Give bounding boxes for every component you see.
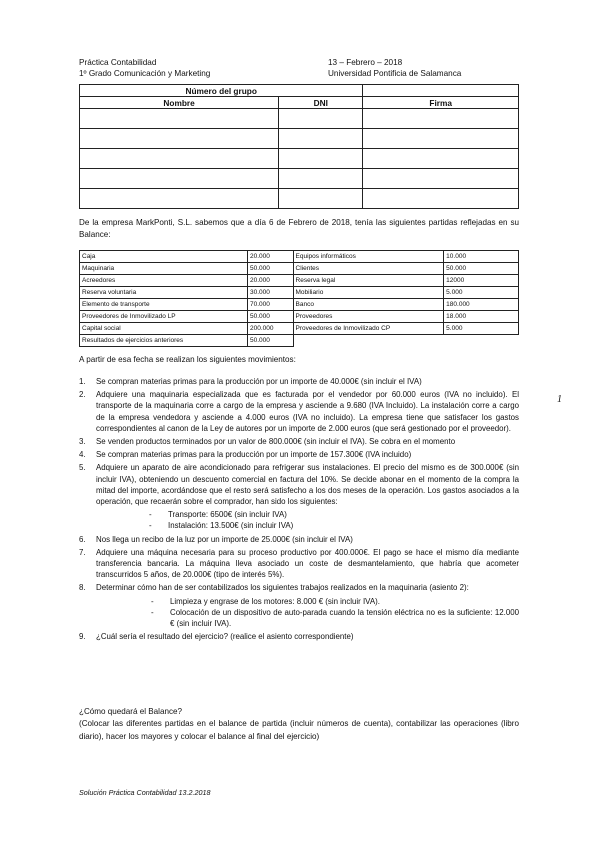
table-row xyxy=(80,169,519,189)
footer-text: Solución Práctica Contabilidad 13.2.2018 xyxy=(79,788,211,797)
item-number: 2. xyxy=(79,390,86,400)
intro-paragraph: De la empresa MarkPonti, S.L. sabemos que a día 6 de Febrero de 2018, tenía las siguientes partidas reflejadas en su Balance: xyxy=(79,218,519,239)
name-cell[interactable] xyxy=(80,189,279,209)
item-text: Determinar cómo han de ser contabilizados los siguientes trabajos realizados en la maquinaria (asiento 2): xyxy=(96,583,469,593)
account-name: Capital social xyxy=(80,323,248,335)
item-text: Adquiere una maquinaria especializada que es facturada por el vendedor por 60.000 euros (IVA no incluido). El transporte de la maquinaria corre a cargo de la empresa y asciende a 9.680 (IVA Incluido). La instalación corre a cargo de la empresa vendedora y asciende a 4.000 euros (IVA no incluido). La empresa tiene que satisfacer los gastos correspondientes al canon de la Ley de autores por un importe de 2.000 euros (que será gestionado por el proveedor). xyxy=(96,390,519,433)
dash-bullet: - xyxy=(149,521,152,531)
list-item xyxy=(79,631,519,642)
item-number: 6. xyxy=(79,534,86,544)
table-row xyxy=(80,251,519,263)
table-row xyxy=(80,275,519,287)
sub-item-text: Colocación de un dispositivo de auto-parada cuando la tensión eléctrica no es la suficiente: 12.000 € (sin incluir IVA). xyxy=(170,607,519,629)
list-item xyxy=(79,376,519,387)
table-row xyxy=(80,287,519,299)
account-value: 10.000 xyxy=(444,251,519,263)
dni-cell[interactable] xyxy=(279,169,363,189)
list-item xyxy=(79,462,519,507)
item-text: Adquiere un aparato de aire acondicionado para refrigerar sus instalaciones. El precio del mismo es de 300.000€ (sin incluir IVA), obteniendo un descuento comercial en factura del 10%. Se decide abonar en el momento de la compra la mitad del importe, acordándose que el resto será satisfecho a los dos meses de la operación. Los gastos asociados a la operación, que recaerán sobre el comprador, han sido los siguientes: xyxy=(96,463,519,507)
account-value: 180.000 xyxy=(444,299,519,311)
list-item xyxy=(79,582,519,593)
sub-item xyxy=(79,596,519,607)
account-name: Proveedores de Inmovilizado CP xyxy=(293,323,444,335)
item-text: Adquiere una máquina necesaria para su proceso productivo por 400.000€. El pago se hace el mismo día mediante transferencia bancaria. La máquina lleva asociado un coste de desmantelamiento, que habría que acometer transcurridos 5 años, de 20.000€ (tipo de interés 5%). xyxy=(96,547,519,580)
list-item xyxy=(79,534,519,545)
sub-item-text: Limpieza y engrase de los motores: 8.000 € (sin incluir IVA). xyxy=(170,596,380,606)
account-name: Caja xyxy=(80,251,248,263)
account-name: Proveedores de Inmovilizado LP xyxy=(80,311,248,323)
account-value: 20.000 xyxy=(248,251,294,263)
sub-item-text: Instalación: 13.500€ (sin incluir IVA) xyxy=(168,521,294,531)
account-value: 5.000 xyxy=(444,323,519,335)
account-value: 50.000 xyxy=(248,311,294,323)
course-title: Práctica Contabilidad xyxy=(79,58,157,67)
final-section xyxy=(79,706,519,743)
signature-cell[interactable] xyxy=(363,169,519,189)
account-value: 50.000 xyxy=(248,263,294,275)
name-cell[interactable] xyxy=(80,129,279,149)
item-text: Se compran materias primas para la producción por un importe de 157.300€ (IVA incluido) xyxy=(96,450,412,460)
account-name: Equipos informáticos xyxy=(293,251,444,263)
dash-bullet: - xyxy=(149,510,152,520)
final-question: ¿Cómo quedará el Balance? xyxy=(79,707,183,716)
item-number: 4. xyxy=(79,450,86,460)
account-name: Reserva legal xyxy=(293,275,444,287)
group-number-cell[interactable] xyxy=(363,85,519,97)
account-value: 5.000 xyxy=(444,287,519,299)
item-text: Se compran materias primas para la producción por un importe de 40.000€ (sin incluir el IVA) xyxy=(96,377,422,386)
signature-cell[interactable] xyxy=(363,149,519,169)
dni-cell[interactable] xyxy=(279,149,363,169)
account-value: 50.000 xyxy=(444,263,519,275)
table-row xyxy=(80,149,519,169)
account-name: Resultados de ejercicios anteriores xyxy=(80,335,248,347)
sub-item-text: Transporte: 6500€ (sin incluir IVA) xyxy=(168,510,287,520)
list-item xyxy=(79,436,519,447)
account-name: Elemento de transporte xyxy=(80,299,248,311)
header-right xyxy=(328,57,461,79)
account-value: 70.000 xyxy=(248,299,294,311)
item-text: Se venden productos terminados por un valor de 800.000€ (sin incluir el IVA). Se cobra en el momento xyxy=(96,437,456,447)
item-number: 1. xyxy=(79,377,86,386)
dni-cell[interactable] xyxy=(279,109,363,129)
account-name: Clientes xyxy=(293,263,444,275)
table-row xyxy=(80,189,519,209)
group-table xyxy=(79,84,519,209)
item-text: Nos llega un recibo de la luz por un importe de 25.000€ (sin incluir el IVA) xyxy=(96,534,353,544)
list-item xyxy=(79,449,519,460)
sub-item xyxy=(79,509,519,520)
item-number: 7. xyxy=(79,547,86,557)
name-cell[interactable] xyxy=(80,149,279,169)
empty-cell xyxy=(293,335,444,347)
table-row xyxy=(80,263,519,275)
movements-list xyxy=(79,376,519,644)
degree-name: 1º Grado Comunicación y Marketing xyxy=(79,69,211,78)
column-name-header: Nombre xyxy=(80,97,279,109)
exam-date: 13 – Febrero – 2018 xyxy=(328,58,403,67)
account-name: Banco xyxy=(293,299,444,311)
dash-bullet: - xyxy=(151,596,154,606)
list-item xyxy=(79,547,519,581)
sub-item xyxy=(79,520,519,531)
account-name: Acreedores xyxy=(80,275,248,287)
page-number: 1 xyxy=(557,394,562,405)
table-row xyxy=(80,109,519,129)
header-left xyxy=(79,57,210,79)
column-signature-header: Firma xyxy=(363,97,519,109)
account-name: Proveedores xyxy=(293,311,444,323)
table-row xyxy=(80,335,519,347)
account-value: 18.000 xyxy=(444,311,519,323)
table-row xyxy=(80,323,519,335)
signature-cell[interactable] xyxy=(363,189,519,209)
account-value: 20.000 xyxy=(248,275,294,287)
item-number: 9. xyxy=(79,632,86,642)
item-number: 8. xyxy=(79,583,86,593)
column-dni-header: DNI xyxy=(279,97,363,109)
table-row xyxy=(80,299,519,311)
balance-table xyxy=(79,250,519,347)
sub-item xyxy=(79,607,519,629)
signature-cell[interactable] xyxy=(363,129,519,149)
account-value: 30.000 xyxy=(248,287,294,299)
empty-cell xyxy=(444,335,519,347)
table-row xyxy=(80,311,519,323)
item-text: ¿Cuál sería el resultado del ejercicio? (realice el asiento correspondiente) xyxy=(96,632,354,642)
account-name: Reserva voluntaria xyxy=(80,287,248,299)
signature-cell[interactable] xyxy=(363,109,519,129)
dni-cell[interactable] xyxy=(279,129,363,149)
account-name: Maquinaria xyxy=(80,263,248,275)
account-name: Mobiliario xyxy=(293,287,444,299)
name-cell[interactable] xyxy=(80,109,279,129)
list-item xyxy=(79,389,519,434)
dash-bullet: - xyxy=(151,607,154,617)
university-name: Universidad Pontificia de Salamanca xyxy=(328,69,462,78)
account-value: 12000 xyxy=(444,275,519,287)
account-value: 50.000 xyxy=(248,335,294,347)
name-cell[interactable] xyxy=(80,169,279,189)
movements-intro: A partir de esa fecha se realizan los siguientes movimientos: xyxy=(79,355,296,364)
dni-cell[interactable] xyxy=(279,189,363,209)
item-number: 3. xyxy=(79,437,86,447)
item-number: 5. xyxy=(79,463,86,473)
final-instructions: (Colocar las diferentes partidas en el balance de partida (incluir números de cuenta), contabilizar las operaciones (libro diario), hacer los mayores y colocar el balance al final del ejercicio) xyxy=(79,719,519,741)
account-value: 200.000 xyxy=(248,323,294,335)
table-row xyxy=(80,129,519,149)
group-number-label: Número del grupo xyxy=(80,85,363,97)
